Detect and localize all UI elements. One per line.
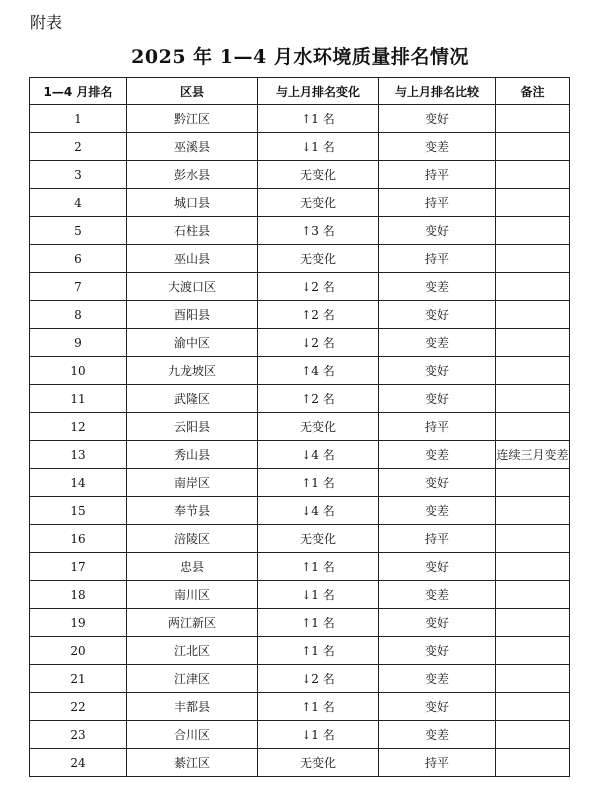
cell-note: [496, 245, 570, 273]
table-row: [30, 497, 570, 525]
cell-rank: 12: [30, 413, 127, 441]
cell-note: [496, 385, 570, 413]
cell-compare: 变差: [379, 329, 496, 357]
cell-compare: 变好: [379, 609, 496, 637]
cell-district: 渝中区: [127, 329, 258, 357]
cell-district: 南川区: [127, 581, 258, 609]
table-row: [30, 189, 570, 217]
cell-note: [496, 749, 570, 777]
cell-note: [496, 693, 570, 721]
table-row: [30, 693, 570, 721]
header-note: 备注: [496, 78, 570, 105]
cell-district: 石柱县: [127, 217, 258, 245]
cell-change: ↑1 名: [258, 469, 379, 497]
cell-note: [496, 133, 570, 161]
header-rank: 1—4 月排名: [30, 78, 127, 105]
cell-rank: 19: [30, 609, 127, 637]
cell-district: 彭水县: [127, 161, 258, 189]
cell-rank: 22: [30, 693, 127, 721]
cell-district: 两江新区: [127, 609, 258, 637]
cell-note: [496, 273, 570, 301]
table-row: [30, 217, 570, 245]
cell-compare: 变差: [379, 441, 496, 469]
cell-change: 无变化: [258, 413, 379, 441]
cell-rank: 1: [30, 105, 127, 133]
cell-compare: 持平: [379, 161, 496, 189]
cell-note: [496, 497, 570, 525]
cell-district: 合川区: [127, 721, 258, 749]
cell-rank: 10: [30, 357, 127, 385]
table-row: [30, 413, 570, 441]
header-change: 与上月排名变化: [258, 78, 379, 105]
table-row: [30, 665, 570, 693]
cell-compare: 变差: [379, 273, 496, 301]
cell-note: [496, 581, 570, 609]
header-district: 区县: [127, 78, 258, 105]
cell-compare: 变差: [379, 581, 496, 609]
cell-rank: 3: [30, 161, 127, 189]
cell-change: ↑4 名: [258, 357, 379, 385]
cell-district: 武隆区: [127, 385, 258, 413]
cell-rank: 2: [30, 133, 127, 161]
cell-note: [496, 189, 570, 217]
cell-rank: 13: [30, 441, 127, 469]
cell-note: [496, 637, 570, 665]
cell-change: 无变化: [258, 189, 379, 217]
cell-rank: 20: [30, 637, 127, 665]
ranking-table: [29, 77, 570, 777]
cell-change: ↓1 名: [258, 581, 379, 609]
cell-compare: 变差: [379, 133, 496, 161]
cell-note: [496, 301, 570, 329]
cell-compare: 持平: [379, 525, 496, 553]
cell-change: ↑1 名: [258, 609, 379, 637]
cell-compare: 变好: [379, 301, 496, 329]
cell-rank: 21: [30, 665, 127, 693]
cell-rank: 15: [30, 497, 127, 525]
cell-district: 大渡口区: [127, 273, 258, 301]
cell-compare: 变好: [379, 637, 496, 665]
table-row: [30, 301, 570, 329]
cell-rank: 11: [30, 385, 127, 413]
cell-change: ↑2 名: [258, 301, 379, 329]
cell-note: 连续三月变差: [496, 441, 570, 469]
cell-rank: 17: [30, 553, 127, 581]
cell-rank: 7: [30, 273, 127, 301]
cell-rank: 14: [30, 469, 127, 497]
table-row: [30, 637, 570, 665]
table-row: [30, 721, 570, 749]
cell-change: ↓4 名: [258, 441, 379, 469]
table-row: [30, 385, 570, 413]
cell-compare: 持平: [379, 189, 496, 217]
cell-rank: 9: [30, 329, 127, 357]
cell-note: [496, 105, 570, 133]
cell-compare: 变好: [379, 385, 496, 413]
table-row: [30, 525, 570, 553]
cell-district: 酉阳县: [127, 301, 258, 329]
cell-rank: 24: [30, 749, 127, 777]
table-header-row: [30, 78, 570, 105]
cell-change: ↓2 名: [258, 329, 379, 357]
cell-note: [496, 665, 570, 693]
cell-district: 巫溪县: [127, 133, 258, 161]
table-row: [30, 749, 570, 777]
cell-change: ↓1 名: [258, 133, 379, 161]
cell-district: 涪陵区: [127, 525, 258, 553]
table-row: [30, 105, 570, 133]
cell-rank: 8: [30, 301, 127, 329]
cell-change: ↑3 名: [258, 217, 379, 245]
cell-change: ↓4 名: [258, 497, 379, 525]
cell-district: 忠县: [127, 553, 258, 581]
cell-change: 无变化: [258, 525, 379, 553]
cell-rank: 23: [30, 721, 127, 749]
cell-rank: 4: [30, 189, 127, 217]
cell-compare: 持平: [379, 245, 496, 273]
cell-compare: 变差: [379, 497, 496, 525]
cell-change: ↑1 名: [258, 553, 379, 581]
header-compare: 与上月排名比较: [379, 78, 496, 105]
cell-district: 江津区: [127, 665, 258, 693]
cell-rank: 16: [30, 525, 127, 553]
cell-note: [496, 721, 570, 749]
cell-rank: 5: [30, 217, 127, 245]
cell-district: 秀山县: [127, 441, 258, 469]
cell-district: 丰都县: [127, 693, 258, 721]
cell-compare: 持平: [379, 749, 496, 777]
cell-compare: 变好: [379, 357, 496, 385]
cell-note: [496, 217, 570, 245]
cell-change: 无变化: [258, 749, 379, 777]
cell-district: 黔江区: [127, 105, 258, 133]
cell-district: 云阳县: [127, 413, 258, 441]
cell-change: ↑1 名: [258, 105, 379, 133]
table-row: [30, 273, 570, 301]
cell-note: [496, 553, 570, 581]
table-row: [30, 581, 570, 609]
cell-compare: 变差: [379, 665, 496, 693]
appendix-label: 附表: [30, 13, 63, 32]
cell-compare: 变好: [379, 693, 496, 721]
cell-change: ↑1 名: [258, 693, 379, 721]
cell-note: [496, 609, 570, 637]
cell-district: 綦江区: [127, 749, 258, 777]
table-row: [30, 609, 570, 637]
table-row: [30, 161, 570, 189]
cell-change: ↓2 名: [258, 273, 379, 301]
table-row: [30, 329, 570, 357]
cell-rank: 18: [30, 581, 127, 609]
cell-note: [496, 161, 570, 189]
cell-note: [496, 525, 570, 553]
cell-change: ↑2 名: [258, 385, 379, 413]
cell-compare: 持平: [379, 413, 496, 441]
table-row: [30, 357, 570, 385]
cell-district: 巫山县: [127, 245, 258, 273]
cell-district: 九龙坡区: [127, 357, 258, 385]
cell-note: [496, 469, 570, 497]
cell-district: 南岸区: [127, 469, 258, 497]
table-row: [30, 245, 570, 273]
cell-rank: 6: [30, 245, 127, 273]
cell-change: ↑1 名: [258, 637, 379, 665]
cell-district: 城口县: [127, 189, 258, 217]
page-title: 2025 年 1—4 月水环境质量排名情况: [131, 46, 469, 68]
cell-change: ↓1 名: [258, 721, 379, 749]
cell-note: [496, 413, 570, 441]
cell-compare: 变好: [379, 217, 496, 245]
cell-district: 奉节县: [127, 497, 258, 525]
cell-compare: 变好: [379, 105, 496, 133]
cell-compare: 变好: [379, 469, 496, 497]
cell-district: 江北区: [127, 637, 258, 665]
table-row: [30, 133, 570, 161]
cell-change: 无变化: [258, 245, 379, 273]
cell-compare: 变好: [379, 553, 496, 581]
table-row: [30, 553, 570, 581]
table-row: [30, 441, 570, 469]
cell-change: 无变化: [258, 161, 379, 189]
cell-change: ↓2 名: [258, 665, 379, 693]
cell-note: [496, 357, 570, 385]
cell-note: [496, 329, 570, 357]
cell-compare: 变差: [379, 721, 496, 749]
table-row: [30, 469, 570, 497]
